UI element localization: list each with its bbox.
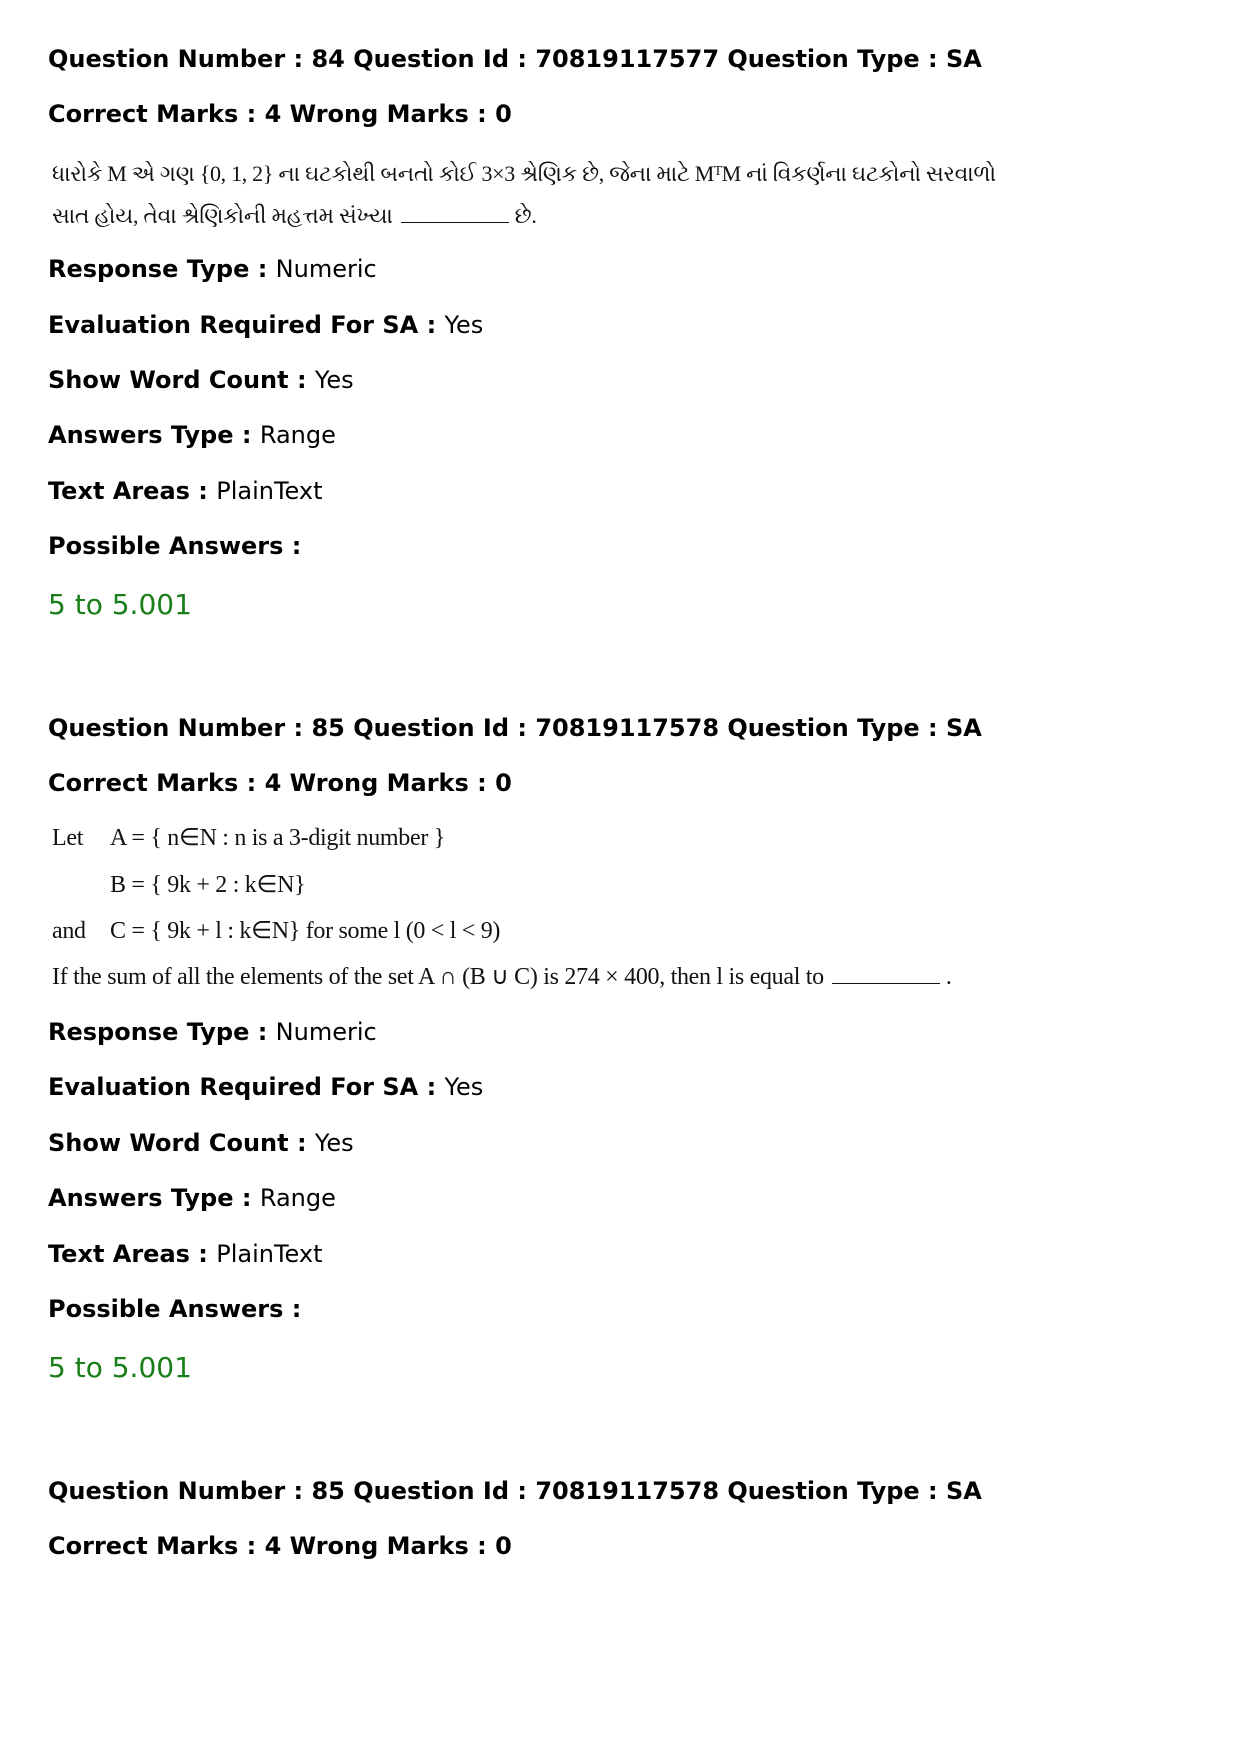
text-areas-label: Text Areas : <box>48 477 217 505</box>
question-number-value: 85 <box>311 1477 345 1505</box>
question-type-label: Question Type : <box>719 714 946 742</box>
question-number-label: Question Number : <box>48 45 312 73</box>
question-number-label: Question Number : <box>48 714 312 742</box>
answers-type-label: Answers Type : <box>48 1184 260 1212</box>
question-text-fragment: If the sum of all the elements of the set A ∩ (B ∪ C) is 274 × 400, then l is equal to <box>52 964 824 990</box>
possible-answers-label: Possible Answers : <box>48 532 302 560</box>
evaluation-required-label: Evaluation Required For SA : <box>48 1073 445 1101</box>
correct-marks-value: 4 <box>264 769 282 797</box>
question-header <box>48 44 982 74</box>
wrong-marks-value: 0 <box>495 769 512 797</box>
question-text-fragment: Let <box>52 825 84 851</box>
question-number-value: 84 <box>311 45 345 73</box>
evaluation-required-line <box>48 1072 483 1102</box>
evaluation-required-value: Yes <box>444 311 484 339</box>
marks-line <box>48 1531 512 1561</box>
question-type-value: SA <box>946 1477 982 1505</box>
question-type-value: SA <box>946 45 982 73</box>
show-word-count-label: Show Word Count : <box>48 366 315 394</box>
question-text-fragment: A = { n∈N : n is a 3-digit number } <box>110 825 445 851</box>
answers-type-value: Range <box>259 421 336 449</box>
question-header <box>48 1476 982 1506</box>
answers-type-label: Answers Type : <box>48 421 260 449</box>
question-text-line <box>52 916 500 946</box>
question-text-line <box>52 870 305 900</box>
question-id-label: Question Id : <box>344 45 536 73</box>
correct-marks-value: 4 <box>264 1532 282 1560</box>
wrong-marks-label: Wrong Marks : <box>281 100 496 128</box>
question-id-value: 70819117578 <box>535 714 720 742</box>
question-type-value: SA <box>946 714 982 742</box>
marks-line <box>48 99 512 129</box>
response-type-value: Numeric <box>275 1018 377 1046</box>
show-word-count-value: Yes <box>314 366 354 394</box>
question-text-fragment: છે. <box>514 203 537 228</box>
answers-type-line <box>48 420 336 450</box>
question-text-line: ધારોકે M એ ગણ {0, 1, 2} ના ઘટકોથી બનતો કોઈ 3×3 શ્રેણિક છે, જેના માટે MᵀM નાં વિકર્ણના ઘટકોનો સરવાળો <box>52 161 996 186</box>
question-text-line <box>52 823 445 853</box>
question-id-value: 70819117577 <box>535 45 720 73</box>
question-text-fragment: C = { 9k + l : k∈N} for some l (0 < l < 9) <box>110 918 501 944</box>
question-text-line <box>52 962 952 992</box>
question-type-label: Question Type : <box>719 1477 946 1505</box>
possible-answer-value: 5 to 5.001 <box>48 588 192 621</box>
wrong-marks-label: Wrong Marks : <box>281 769 496 797</box>
evaluation-required-value: Yes <box>444 1073 484 1101</box>
question-text-line <box>52 201 537 231</box>
answer-blank <box>401 204 509 223</box>
evaluation-required-label: Evaluation Required For SA : <box>48 311 445 339</box>
correct-marks-label: Correct Marks : <box>48 769 265 797</box>
wrong-marks-value: 0 <box>495 1532 512 1560</box>
response-type-label: Response Type : <box>48 1018 276 1046</box>
show-word-count-line <box>48 1128 354 1158</box>
response-type-line <box>48 1017 377 1047</box>
question-text-fragment: and <box>52 918 86 944</box>
show-word-count-line <box>48 365 354 395</box>
response-type-line <box>48 254 377 284</box>
question-text-fragment: B = { 9k + 2 : k∈N} <box>110 872 306 898</box>
text-areas-line <box>48 476 323 506</box>
text-areas-label: Text Areas : <box>48 1240 217 1268</box>
response-type-value: Numeric <box>275 255 377 283</box>
text-areas-line <box>48 1239 323 1269</box>
show-word-count-label: Show Word Count : <box>48 1129 315 1157</box>
evaluation-required-line <box>48 310 483 340</box>
wrong-marks-value: 0 <box>495 100 512 128</box>
answers-type-line <box>48 1183 336 1213</box>
question-header <box>48 713 982 743</box>
question-type-label: Question Type : <box>719 45 946 73</box>
correct-marks-label: Correct Marks : <box>48 1532 265 1560</box>
show-word-count-value: Yes <box>314 1129 354 1157</box>
question-number-value: 85 <box>311 714 345 742</box>
correct-marks-value: 4 <box>264 100 282 128</box>
answers-type-value: Range <box>259 1184 336 1212</box>
question-number-label: Question Number : <box>48 1477 312 1505</box>
marks-line <box>48 768 512 798</box>
answer-blank <box>832 965 940 984</box>
possible-answers-label: Possible Answers : <box>48 1295 302 1323</box>
text-areas-value: PlainText <box>216 477 323 505</box>
question-text-fragment: . <box>945 964 952 990</box>
text-areas-value: PlainText <box>216 1240 323 1268</box>
possible-answer-value: 5 to 5.001 <box>48 1351 192 1384</box>
question-id-label: Question Id : <box>344 1477 536 1505</box>
question-id-label: Question Id : <box>344 714 536 742</box>
response-type-label: Response Type : <box>48 255 276 283</box>
wrong-marks-label: Wrong Marks : <box>281 1532 496 1560</box>
correct-marks-label: Correct Marks : <box>48 100 265 128</box>
question-id-value: 70819117578 <box>535 1477 720 1505</box>
question-text-fragment: સાત હોય, તેવા શ્રેણિકોની મહત્તમ સંખ્યા <box>52 203 393 228</box>
